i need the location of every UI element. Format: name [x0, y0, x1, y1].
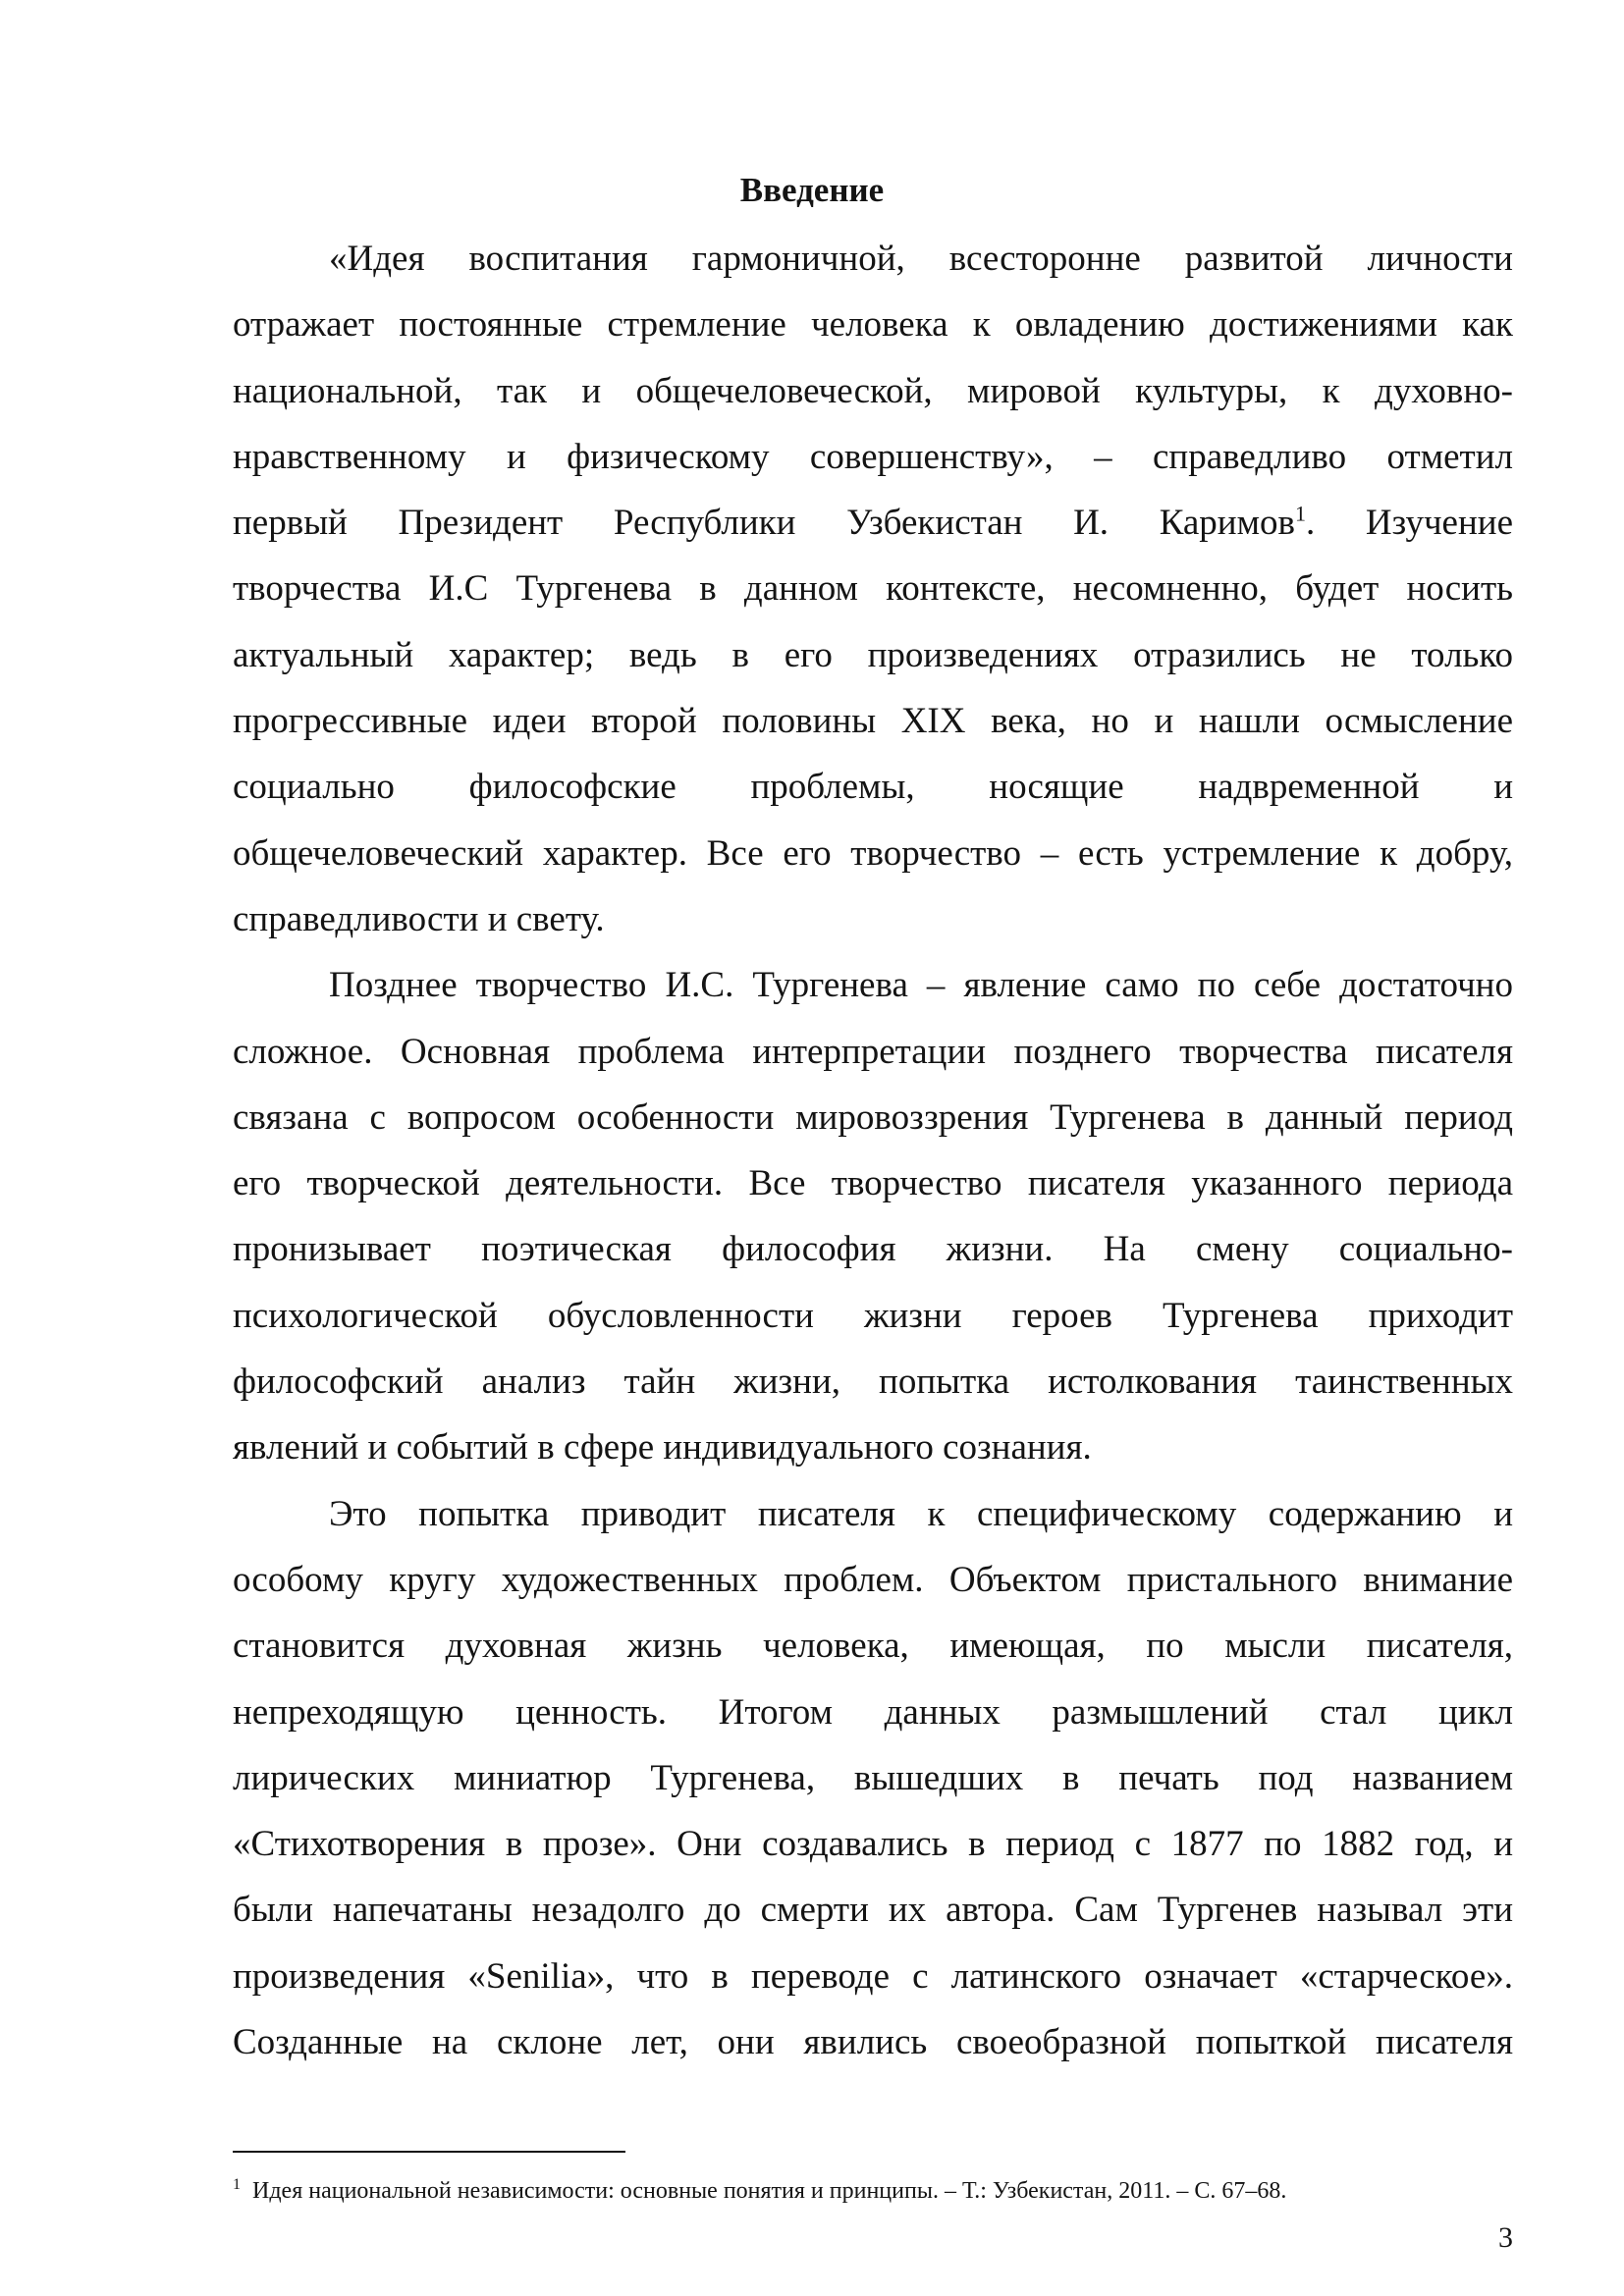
- text-line: пронизывает поэтическая философия жизни. На смену социально-: [233, 1229, 1513, 1270]
- text-line: Позднее творчество И.С. Тургенева – явление само по себе достаточно: [329, 965, 1513, 1006]
- text-line: нравственному и физическому совершенству», – справедливо отметил: [233, 436, 1513, 477]
- text-line: явлений и событий в сфере индивидуального сознания.: [233, 1427, 1092, 1468]
- text-line: «Идея воспитания гармоничной, всесторонне развитой личности: [329, 239, 1513, 279]
- text-fragment: . Изучение: [1306, 503, 1513, 544]
- text-line: его творческой деятельности. Все творчество писателя указанного периода: [233, 1163, 1513, 1204]
- text-line: становится духовная жизнь человека, имеющая, по мысли писателя,: [233, 1626, 1513, 1667]
- text-line: творчества И.С Тургенева в данном контексте, несомненно, будет носить: [233, 568, 1513, 610]
- text-line: Созданные на склоне лет, они явились своеобразной попыткой писателя: [233, 2022, 1513, 2063]
- body-text: [233, 226, 1513, 2075]
- text-line: лирических миниатюр Тургенева, вышедших в печать под названием: [233, 1757, 1513, 1798]
- footnote: [233, 2175, 1513, 2207]
- text-line: особому кругу художественных проблем. Объектом пристального внимание: [233, 1559, 1513, 1600]
- text-line: психологической обусловленности жизни героев Тургенева приходит: [233, 1295, 1513, 1336]
- text-line-with-footnote: [233, 490, 1513, 556]
- text-line: национальной, так и общечеловеческой, мировой культуры, к духовно-: [233, 370, 1513, 411]
- text-line: «Стихотворения в прозе». Они создавались в период с 1877 по 1882 год, и: [233, 1824, 1513, 1865]
- text-line: отражает постоянные стремление человека к овладению достижениями как: [233, 304, 1513, 346]
- text-line: были напечатаны незадолго до смерти их автора. Сам Тургенев называл эти: [233, 1890, 1513, 1931]
- text-line: справедливости и свету.: [233, 898, 605, 939]
- page-number: 3: [1498, 2221, 1513, 2254]
- text-line: социально философские проблемы, носящие надвременной и: [233, 767, 1513, 808]
- text-line: сложное. Основная проблема интерпретации позднего творчества писателя: [233, 1031, 1513, 1072]
- text-line: связана с вопросом особенности мировоззрения Тургенева в данный период: [233, 1096, 1513, 1138]
- text-line: философский анализ тайн жизни, попытка истолкования таинственных: [233, 1362, 1513, 1403]
- text-line: общечеловеческий характер. Все его творчество – есть устремление к добру,: [233, 832, 1513, 874]
- text-line: непреходящую ценность. Итогом данных размышлений стал цикл: [233, 1691, 1513, 1733]
- paragraph-3: [233, 1481, 1513, 2076]
- page-title: Введение: [739, 171, 885, 209]
- footnote-text: Идея национальной независимости: основные понятия и принципы. – Т.: Узбекистан, 2011. – С. 67–68.: [252, 2178, 1287, 2204]
- text-fragment: первый Президент Республики Узбекистан И. Каримов: [233, 503, 1295, 544]
- paragraph-2: [233, 952, 1513, 1480]
- footnote-reference[interactable]: 1: [1295, 501, 1306, 526]
- paragraph-1: [233, 226, 1513, 952]
- text-line: произведения «Senilia», что в переводе с латинского означает «старческое».: [233, 1955, 1513, 1997]
- footnote-mark: 1: [233, 2176, 241, 2193]
- text-line: прогрессивные идеи второй половины XIX века, но и нашли осмысление: [233, 701, 1513, 742]
- footnote-separator: [233, 2151, 625, 2153]
- text-line: Это попытка приводит писателя к специфическому содержанию и: [329, 1493, 1513, 1534]
- text-line: актуальный характер; ведь в его произведениях отразились не только: [233, 634, 1513, 675]
